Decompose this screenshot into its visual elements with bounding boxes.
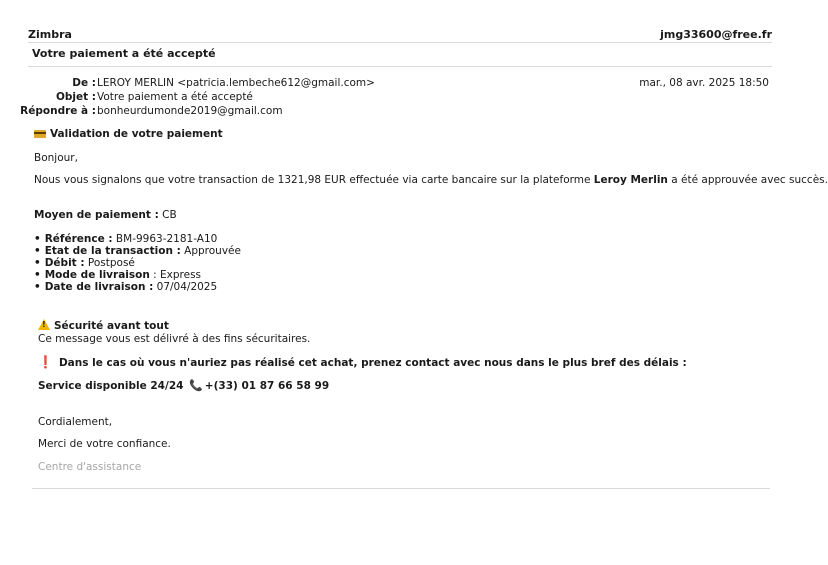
page-title: Votre paiement a été accepté [32,47,216,60]
app-name: Zimbra [28,28,72,41]
notice-text-after: a été approuvée avec succès. [667,174,828,186]
security-heading [38,319,169,332]
credit-card-icon [34,130,46,138]
phone-number[interactable]: +(33) 01 87 66 58 99 [204,380,330,392]
from-row [0,77,96,91]
subject-bar [28,46,772,67]
reply-row [0,105,96,119]
payment-method-label: Moyen de paiement : [34,209,159,221]
subject-label: Objet : [55,91,96,103]
validation-heading [34,128,223,140]
detail-value: BM-9963-2181-A10 [112,233,218,245]
list-item [34,269,241,281]
closing: Cordialement, [38,416,113,428]
security-text: Ce message vous est délivré à des fins sécuritaires. [38,333,311,345]
subject-row [0,91,96,105]
from-label: De : [72,77,96,89]
detail-value: Postposé [84,257,135,269]
validation-heading-text: Validation de votre paiement [50,128,223,140]
reply-to-value[interactable]: bonheurdumonde2019@gmail.com [97,105,283,117]
thanks: Merci de votre confiance. [38,438,171,450]
list-item [34,257,241,269]
payment-method-value: CB [158,209,177,221]
phone-icon: 📞 [189,379,203,392]
exclamation-icon: ❗ [38,355,53,369]
list-item [34,233,241,245]
transaction-details-list [34,233,241,293]
detail-label: Débit : [44,257,85,269]
detail-label: Mode de livraison [44,269,150,281]
detail-value: : Express [149,269,202,281]
reply-to-label: Répondre à : [20,105,96,117]
list-item [34,245,241,257]
warning-icon [38,319,50,330]
notice-brand: Leroy Merlin [593,174,668,186]
help-center-link[interactable]: Centre d'assistance [38,461,142,473]
service-line [38,379,329,392]
detail-label: Date de livraison : [44,281,154,293]
list-item [34,281,241,293]
detail-value: 07/04/2025 [153,281,218,293]
service-text: Service disponible 24/24 [38,380,184,392]
transaction-notice [34,174,828,186]
account-email[interactable]: jmg33600@free.fr [660,28,772,41]
notice-text-before: Nous vous signalons que votre transaction de 1321,98 EUR effectuée via carte bancaire sur la plateforme [34,174,594,186]
message-date: mar., 08 avr. 2025 18:50 [639,77,769,89]
security-title: Sécurité avant tout [54,320,169,332]
alert-line [38,355,687,369]
greeting: Bonjour, [34,152,78,164]
detail-value: Approuvée [180,245,241,257]
subject-value: Votre paiement a été accepté [97,91,253,103]
footer-divider [32,488,770,489]
detail-label: Référence : [44,233,113,245]
payment-method [34,209,177,221]
top-bar [28,28,772,43]
alert-text: Dans le cas où vous n'auriez pas réalisé cet achat, prenez contact avec nous dans le plus bref des délais : [58,357,687,369]
from-value[interactable]: LEROY MERLIN <patricia.lembeche612@gmail.com> [97,77,375,89]
detail-label: Etat de la transaction : [44,245,181,257]
